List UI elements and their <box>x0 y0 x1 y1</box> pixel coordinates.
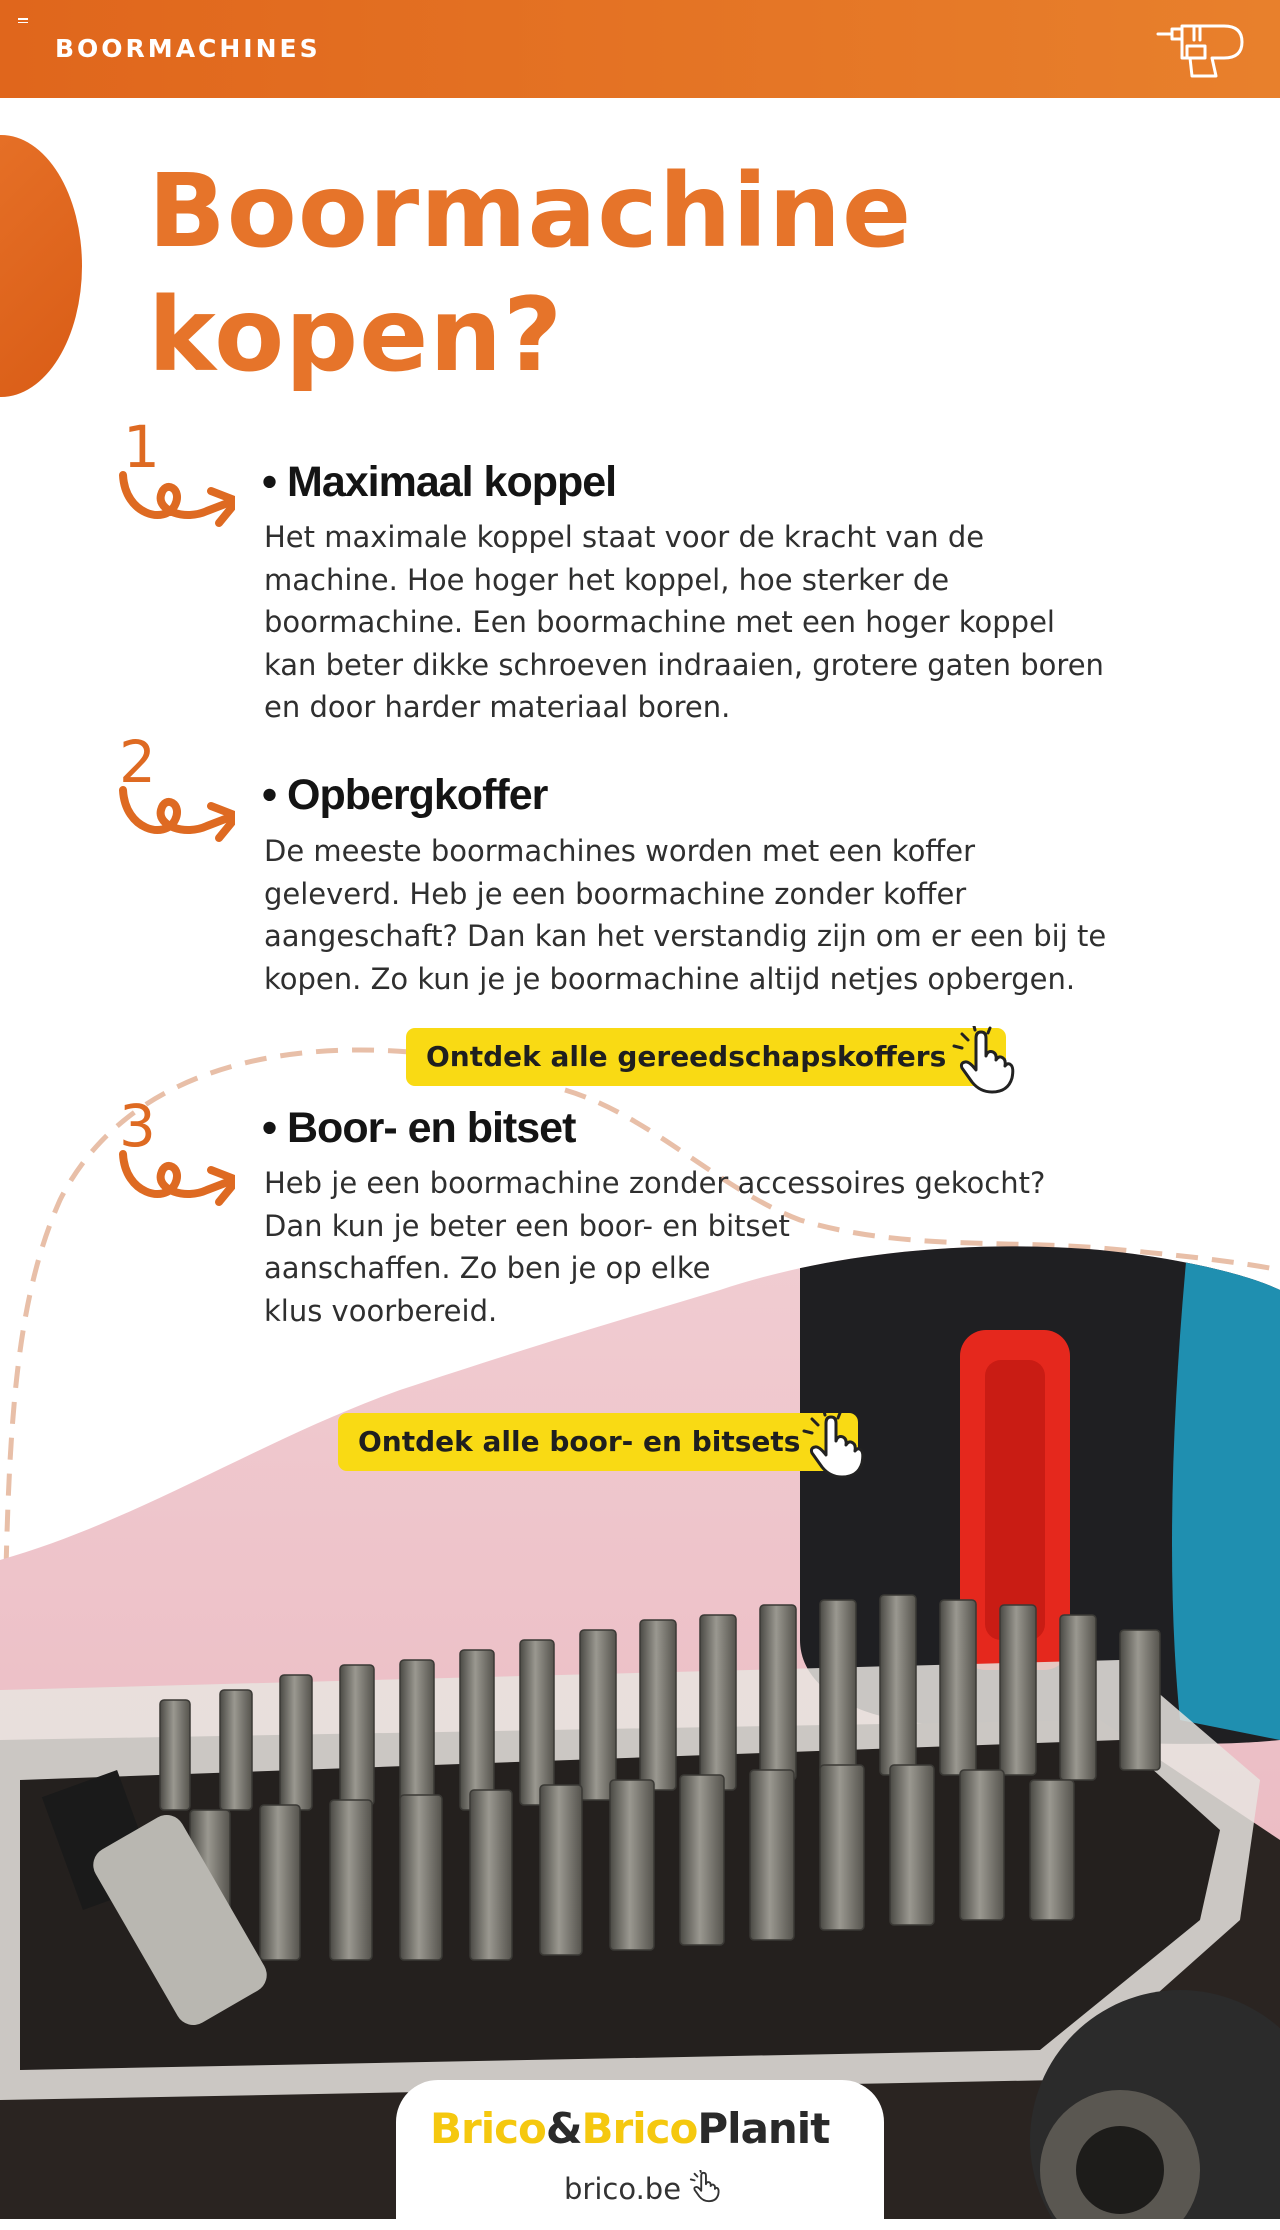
step-number-1-icon <box>115 415 235 545</box>
text-line: Dan kun je beter een boor- en bitset <box>264 1205 1045 1248</box>
step-title-1: • Maximaal koppel <box>262 458 616 507</box>
text-line: klus voorbereid. <box>264 1290 1045 1333</box>
brand-footer[interactable] <box>396 2080 884 2230</box>
text-line: en door harder materiaal boren. <box>264 686 1104 729</box>
brand-brico-1: Brico <box>430 2104 546 2153</box>
step-number-2: 2 <box>119 728 156 796</box>
step-number-3-icon <box>115 1092 235 1222</box>
step-title-3: • Boor- en bitset <box>262 1104 575 1153</box>
site-link[interactable]: brico.be <box>564 2172 681 2206</box>
brand-planit: Planit <box>697 2104 829 2153</box>
step-number-1: 1 <box>123 415 160 481</box>
page-title-text: Boormachine kopen? <box>148 150 948 398</box>
step-text-1 <box>264 516 1104 729</box>
cta-label: Ontdek alle gereedschapskoffers <box>426 1040 946 1073</box>
header-title: BOORMACHINES <box>55 34 321 63</box>
cta-bitsets-button[interactable] <box>338 1413 858 1471</box>
pointer-hand-icon <box>688 2170 722 2204</box>
text-line: aangeschaft? Dan kan het verstandig zijn om er een bij te <box>264 915 1106 958</box>
step-title-2: • Opbergkoffer <box>262 771 547 820</box>
step-number-2-icon <box>115 728 235 858</box>
cta-gereedschapskoffers-button[interactable] <box>406 1028 1006 1086</box>
text-line: boormachine. Een boormachine met een hoger koppel <box>264 601 1104 644</box>
text-line: kopen. Zo kun je je boormachine altijd netjes opbergen. <box>264 958 1106 1001</box>
pointer-hand-icon <box>798 1411 870 1483</box>
text-line: Heb je een boormachine zonder accessoires gekocht? <box>264 1162 1045 1205</box>
bitset-photo <box>0 1220 1280 2219</box>
brand-logo <box>430 2104 829 2153</box>
text-line: kan beter dikke schroeven indraaien, grotere gaten boren <box>264 644 1104 687</box>
cta-label: Ontdek alle boor- en bitsets <box>358 1425 800 1458</box>
text-line: De meeste boormachines worden met een koffer <box>264 830 1106 873</box>
step-text-2 <box>264 830 1106 1000</box>
brand-amp: & <box>546 2104 582 2153</box>
text-line: Het maximale koppel staat voor de kracht van de <box>264 516 1104 559</box>
brand-brico-2: Brico <box>582 2104 698 2153</box>
pointer-hand-icon <box>948 1026 1020 1098</box>
text-line: aanschaffen. Zo ben je op elke <box>264 1247 1045 1290</box>
text-line: geleverd. Heb je een boormachine zonder koffer <box>264 873 1106 916</box>
step-number-3: 3 <box>119 1092 156 1160</box>
text-line: machine. Hoe hoger het koppel, hoe sterker de <box>264 559 1104 602</box>
